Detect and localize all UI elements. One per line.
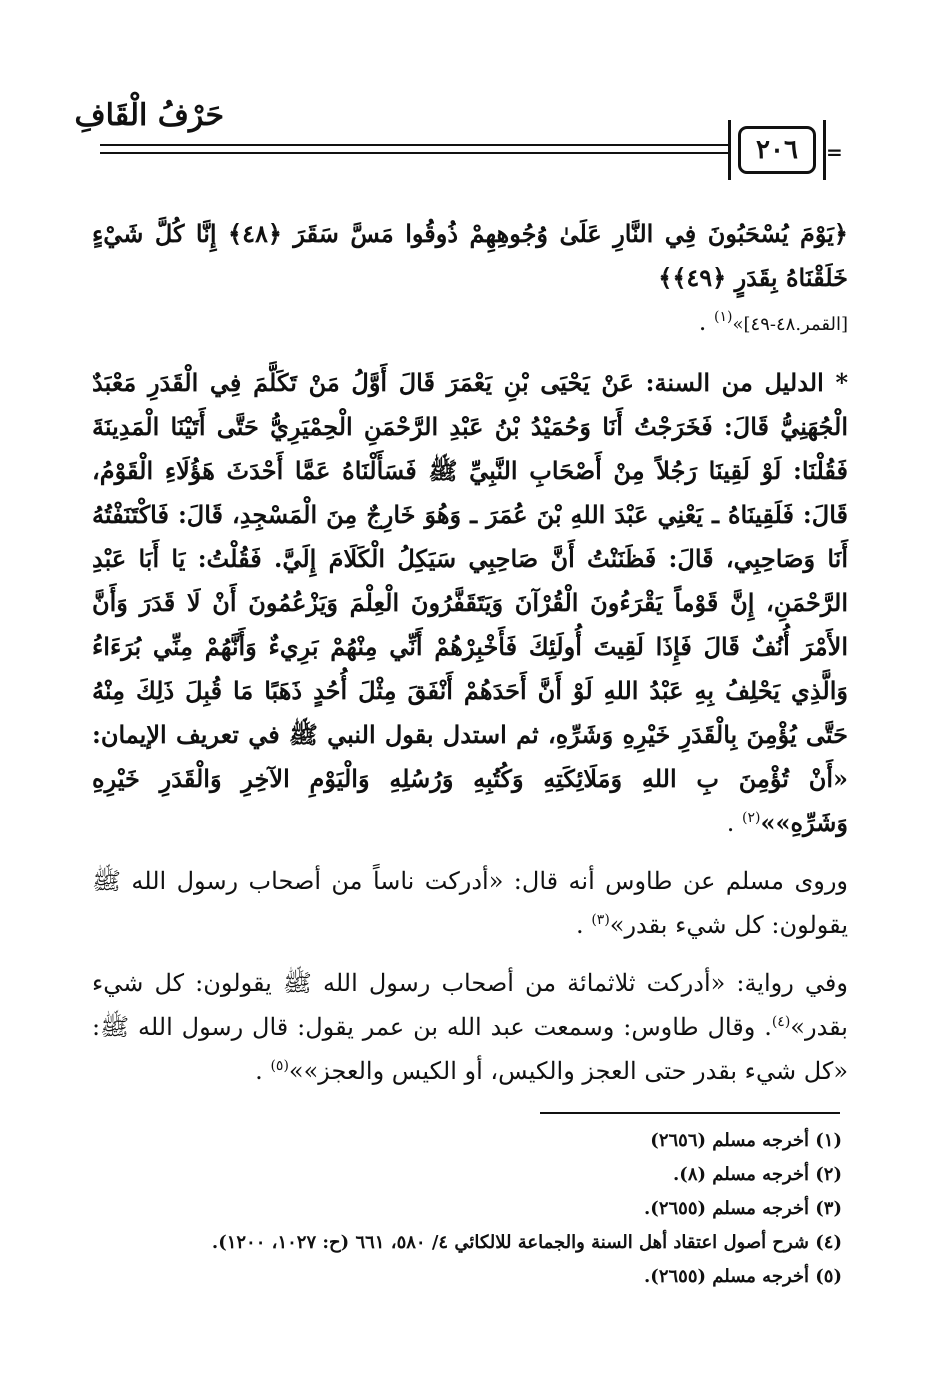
riwaya-paragraph: وفي رواية: «أدركت ثلاثمائة من أصحاب رسول الله ﷺ يقولون: كل شيء بقدر»$^{(٤)}$. وقال طاوس: وسمعت عبد الله بن عمر يقول: قال رسول الله ﷺ: «كل شيء بقدر حتى العجز والكيس، أو الكيس والعجز»»$^{(٥)}$ .: [92, 969, 848, 1085]
footnote-ref-5: (٥): [270, 1058, 289, 1074]
footnotes: [92, 1124, 842, 1294]
verse-reference: [القمر.٤٨-٤٩]»: [732, 314, 848, 335]
footnote-4: (٤) شرح أصول اعتقاد أهل السنة والجماعة للالكائي ٤/ ٥٨٠، ٦٦١ (ح: ١٠٢٧، ١٢٠٠).: [211, 1232, 842, 1253]
footnote-ref-4: (٤): [771, 1014, 791, 1030]
hadith-text: * الدليل من السنة: عَنْ يَحْيَى بْنِ يَعْمَرَ قَالَ أَوَّلُ مَنْ تَكَلَّمَ فِي الْقَدَرِ مَعْبَدٌ الْجُهَنِيُّ قَالَ: فَخَرَجْتُ أَنَا وَحُمَيْدُ بْنُ عَبْدِ الرَّحْمَنِ الْحِمْيَرِيُّ حَتَّى أَتَيْنَا الْمَدِينَةَ فَقُلْنَا: لَوْ لَقِينَا رَجُلاً مِنْ أَصْحَابِ النَّبِيِّ ﷺ فَسَأَلْنَاهُ عَمَّا أَحْدَثَ هَؤُلَاءِ الْقَوْمُ، قَالَ: فَلَقِينَاهُ ـ يَعْنِي عَبْدَ اللهِ بْنَ عُمَرَ ـ وَهُوَ خَارِجٌ مِنَ الْمَسْجِدِ، قَالَ: فَاكْتَنَفْتُهُ أَنَا وَصَاحِبِي، قَالَ: فَظَنَنْتُ أَنَّ صَاحِبِي سَيَكِلُ الْكَلَامَ إِلَيَّ. فَقُلْتُ: يَا أَبَا عَبْدِ الرَّحْمَنِ، إِنَّ قَوْماً يَقْرَءُونَ الْقُرْآنَ وَيَتَقَفَّرُونَ الْعِلْمَ وَيَزْعُمُونَ أَنْ لَا قَدَرَ وَأَنَّ الأَمْرَ أُنُفٌ قَالَ فَإِذَا لَقِيتَ أُولَئِكَ فَأَخْبِرْهُمْ أَنِّي مِنْهُمْ بَرِيءٌ وَأَنَّهُمْ مِنِّي بُرَءَاءُ وَالَّذِي يَحْلِفُ بِهِ عَبْدُ اللهِ لَوْ أَنَّ أَحَدَهُمْ أَنْفَقَ مِثْلَ أُحُدٍ ذَهَبًا مَا قُبِلَ ذَلِكَ مِنْهُ حَتَّى يُؤْمِنَ بِالْقَدَرِ خَيْرِهِ وَشَرِّهِ، ثم استدل بقول النبي ﷺ في تعريف الإيمان: «أَنْ تُؤْمِنَ بِ اللهِ وَمَلَائِكَتِهِ وَكُتُبِهِ وَرُسُلِهِ وَالْيَوْمِ الآخِرِ وَالْقَدَرِ خَيْرِهِ وَشَرِّهِ»»: [92, 368, 848, 837]
running-header-title: حَرْفُ الْقَافِ: [74, 98, 224, 133]
ibn-umar-text: . وقال طاوس: وسمعت عبد الله بن عمر يقول: قال رسول الله ﷺ: «كل شيء بقدر حتى العجز والكيس، أو الكيس والعجز»»: [92, 1013, 848, 1085]
tawus-paragraph: وروى مسلم عن طاوس أنه قال: «أدركت ناساً من أصحاب رسول الله ﷺ يقولون: كل شيء بقدر»$^{(٣)}$ .: [92, 867, 848, 939]
footnote-ref-1: (١): [714, 309, 733, 325]
footnote-separator: [540, 1112, 840, 1114]
tawus-text: وروى مسلم عن طاوس أنه قال: «أدركت ناساً من أصحاب رسول الله ﷺ يقولون: كل شيء بقدر»: [92, 867, 848, 939]
riwaya-text: وفي رواية: «أدركت ثلاثمائة من أصحاب رسول الله ﷺ يقولون: كل شيء بقدر»: [92, 969, 848, 1041]
footnote-1: (١) أخرجه مسلم (٢٦٥٦): [650, 1130, 842, 1151]
footnote-2: (٢) أخرجه مسلم (٨).: [673, 1164, 842, 1185]
page-number: ٢٠٦: [738, 126, 816, 174]
footnote-3: (٣) أخرجه مسلم (٢٦٥٥).: [644, 1198, 842, 1219]
quran-verse-paragraph: ﴿يَوْمَ يُسْحَبُونَ فِي النَّارِ عَلَىٰ وُجُوهِهِمْ ذُوقُوا مَسَّ سَقَرَ ﴿٤٨﴾ إِنَّا كُلَّ شَيْءٍ خَلَقْنَاهُ بِقَدَرٍ ﴿٤٩﴾﴾ [القمر.٤٨-٤٩]»$^{(١)}$ .: [92, 219, 848, 336]
header-double-rule: [100, 144, 728, 156]
footnote-ref-3: (٣): [591, 912, 610, 928]
header-equals-mark: =: [826, 140, 843, 164]
sunnah-evidence-paragraph: * الدليل من السنة: عَنْ يَحْيَى بْنِ يَعْمَرَ قَالَ أَوَّلُ مَنْ تَكَلَّمَ فِي الْقَدَرِ مَعْبَدٌ الْجُهَنِيُّ قَالَ: فَخَرَجْتُ أَنَا وَحُمَيْدُ بْنُ عَبْدِ الرَّحْمَنِ الْحِمْيَرِيُّ حَتَّى أَتَيْنَا الْمَدِينَةَ فَقُلْنَا: لَوْ لَقِينَا رَجُلاً مِنْ أَصْحَابِ النَّبِيِّ ﷺ فَسَأَلْنَاهُ عَمَّا أَحْدَثَ هَؤُلَاءِ الْقَوْمُ، قَالَ: فَلَقِينَاهُ ـ يَعْنِي عَبْدَ اللهِ بْنَ عُمَرَ ـ وَهُوَ خَارِجٌ مِنَ الْمَسْجِدِ، قَالَ: فَاكْتَنَفْتُهُ أَنَا وَصَاحِبِي، قَالَ: فَظَنَنْتُ أَنَّ صَاحِبِي سَيَكِلُ الْكَلَامَ إِلَيَّ. فَقُلْتُ: يَا أَبَا عَبْدِ الرَّحْمَنِ، إِنَّ قَوْماً يَقْرَءُونَ الْقُرْآنَ وَيَتَقَفَّرُونَ الْعِلْمَ وَيَزْعُمُونَ أَنْ لَا قَدَرَ وَأَنَّ الأَمْرَ أُنُفٌ قَالَ فَإِذَا لَقِيتَ أُولَئِكَ فَأَخْبِرْهُمْ أَنِّي مِنْهُمْ بَرِيءٌ وَأَنَّهُمْ مِنِّي بُرَءَاءُ وَالَّذِي يَحْلِفُ بِهِ عَبْدُ اللهِ لَوْ أَنَّ أَحَدَهُمْ أَنْفَقَ مِثْلَ أُحُدٍ ذَهَبًا مَا قُبِلَ ذَلِكَ مِنْهُ حَتَّى يُؤْمِنَ بِالْقَدَرِ خَيْرِهِ وَشَرِّهِ، ثم استدل بقول النبي ﷺ في تعريف الإيمان: «أَنْ تُؤْمِنَ بِ اللهِ وَمَلَائِكَتِهِ وَكُتُبِهِ وَرُسُلِهِ وَالْيَوْمِ الآخِرِ وَالْقَدَرِ خَيْرِهِ وَشَرِّهِ»»$^{(٢)}$ .: [92, 368, 848, 837]
footnote-ref-2: (٢): [742, 810, 761, 826]
main-text: [92, 212, 848, 1107]
quran-verse: ﴿يَوْمَ يُسْحَبُونَ فِي النَّارِ عَلَىٰ وُجُوهِهِمْ ذُوقُوا مَسَّ سَقَرَ ﴿٤٨﴾ إِنَّا كُلَّ شَيْءٍ خَلَقْنَاهُ بِقَدَرٍ ﴿٤٩﴾﴾: [92, 219, 848, 292]
footnote-5: (٥) أخرجه مسلم (٢٦٥٥).: [644, 1266, 842, 1287]
